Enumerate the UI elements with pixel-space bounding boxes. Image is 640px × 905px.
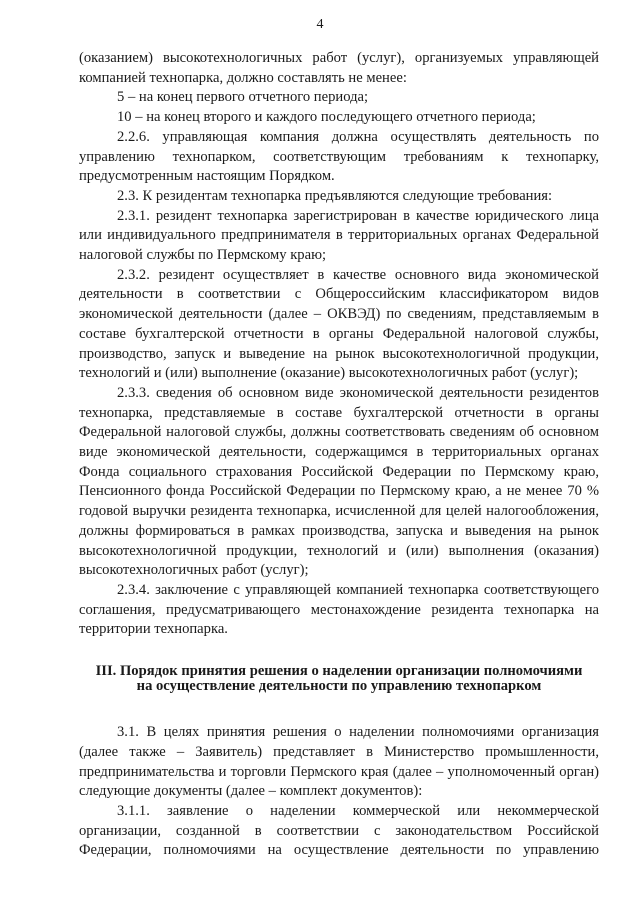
paragraph-2-3-2: 2.3.2. резидент осуществляет в качестве основного вида экономической деятельности в соответствии с Общероссийским классификатором видов экономической деятельности (далее – ОКВЭД) по сведениям, представляемым в составе бухгалтерской отчетности в органы Федеральной налоговой службы, производство, запуск и выведение на рынок высокотехнологичной продукции, технологий и (или) выполнение (оказание) высокотехнологичных работ (услуг);	[79, 266, 599, 382]
section-heading	[79, 664, 599, 694]
paragraph-next-periods: 10 – на конец второго и каждого последующего отчетного периода;	[117, 109, 536, 126]
paragraph-2-3-4: 2.3.4. заключение с управляющей компанией технопарка соответствующего соглашения, предусматривающего местонахождение резидента технопарка на территории технопарка.	[79, 581, 599, 638]
paragraph-3-1: 3.1. В целях принятия решения о наделении полномочиями организация (далее также – Заявитель) представляет в Министерство промышленности, предпринимательства и торговли Пермского края (далее – уполномоченный орган) следующие документы (далее – комплект документов):	[79, 724, 599, 800]
section-heading-line-2: на осуществление деятельности по управлению технопарком	[136, 678, 542, 695]
paragraph-first-period: 5 – на конец первого отчетного периода;	[117, 89, 369, 106]
page-number: 4	[316, 17, 324, 32]
paragraph-2-2-6: 2.2.6. управляющая компания должна осуществлять деятельность по управлению технопарком, соответствующим требованиям к технопарку, предусмотренным настоящим Порядком.	[79, 128, 599, 185]
paragraph-2-3-3: 2.3.3. сведения об основном виде экономической деятельности резидентов технопарка, представляемые в составе бухгалтерской отчетности в органы Федеральной налоговой службы, должны соответствовать сведениям об основном виде экономической деятельности, содержащимся в территориальных органах Фонда социального страхования Российской Федерации по Пермскому краю, Пенсионного фонда Российской Федерации по Пермскому краю, а не менее 70 % годовой выручки резидента технопарка, исчисленной для целей налогообложения, должны формироваться в рамках производства, запуска и выведения на рынок высокотехнологичной продукции, технологий и (или) выполнения (оказания) высокотехнологичных работ (услуг);	[79, 384, 599, 579]
section-heading-line-1: III. Порядок принятия решения о наделении организации полномочиями	[95, 663, 583, 680]
document-body	[79, 49, 599, 861]
paragraph-3-1-1: 3.1.1. заявление о наделении коммерческой или некоммерческой организации, созданной в соответствии с законодательством Российской Федерации, полномочиями на осуществление деятельности по управлению	[79, 802, 599, 859]
paragraph-2-3-1: 2.3.1. резидент технопарка зарегистрирован в качестве юридического лица или индивидуального предпринимателя в территориальных органах Федеральной налоговой службы по Пермскому краю;	[79, 207, 599, 264]
paragraph-continuation: (оказанием) высокотехнологичных работ (услуг), организуемых управляющей компанией технопарка, должно составлять не менее:	[79, 50, 599, 86]
paragraph-2-3: 2.3. К резидентам технопарка предъявляются следующие требования:	[117, 187, 553, 204]
